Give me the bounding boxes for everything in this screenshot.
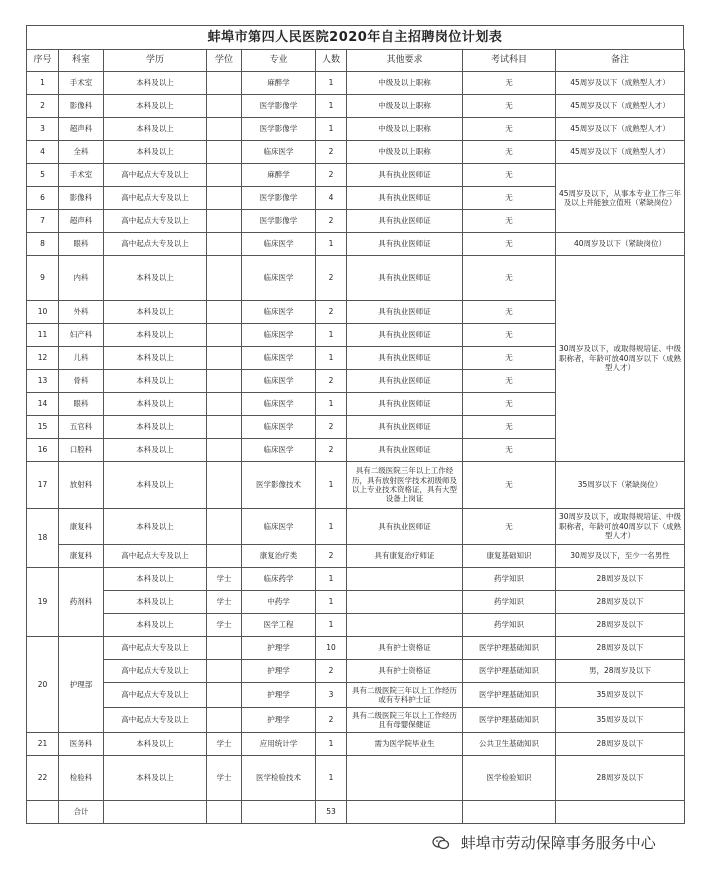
- cell-index: 2: [27, 95, 59, 118]
- cell-degree: [207, 370, 242, 393]
- cell-department: 儿科: [59, 347, 104, 370]
- cell-note: 28周岁及以下: [556, 591, 685, 614]
- cell-index: 7: [27, 210, 59, 233]
- cell-degree: [207, 509, 242, 545]
- cell-major: 护理学: [242, 708, 316, 733]
- header-cell: 学历: [104, 50, 207, 72]
- cell-education: [104, 801, 207, 824]
- cell-note: 45周岁及以下（成熟型人才）: [556, 72, 685, 95]
- cell-education: 本科及以上: [104, 301, 207, 324]
- cell-degree: 学士: [207, 591, 242, 614]
- cell-major: 临床医学: [242, 347, 316, 370]
- cell-major: 医学工程: [242, 614, 316, 637]
- cell-count: 3: [316, 683, 347, 708]
- cell-exam: 无: [463, 164, 556, 187]
- cell-education: 本科及以上: [104, 256, 207, 301]
- cell-count: 2: [316, 301, 347, 324]
- cell-note: 45周岁及以下，从事本专业工作三年及以上并能独立值班（紧缺岗位）: [556, 164, 685, 233]
- cell-major: 麻醉学: [242, 164, 316, 187]
- cell-requirements: 具有执业医师证: [347, 324, 463, 347]
- cell-major: 医学影像学: [242, 95, 316, 118]
- cell-index: 6: [27, 187, 59, 210]
- cell-requirements: [347, 756, 463, 801]
- cell-count: 2: [316, 439, 347, 462]
- cell-exam: 医学检验知识: [463, 756, 556, 801]
- cell-exam: 医学护理基础知识: [463, 708, 556, 733]
- cell-count: 4: [316, 187, 347, 210]
- table-row: [27, 545, 685, 568]
- cell-exam: 无: [463, 95, 556, 118]
- cell-requirements: 具有执业医师证: [347, 233, 463, 256]
- cell-department: 内科: [59, 256, 104, 301]
- cell-department: 五官科: [59, 416, 104, 439]
- recruitment-table: [26, 49, 685, 824]
- cell-exam: 药学知识: [463, 568, 556, 591]
- table-row: [27, 568, 685, 591]
- cell-major: 医学影像学: [242, 118, 316, 141]
- cell-requirements: 具有执业医师证: [347, 509, 463, 545]
- cell-note: [556, 801, 685, 824]
- cell-index: 18: [27, 509, 59, 568]
- cell-major: 护理学: [242, 637, 316, 660]
- cell-education: 本科及以上: [104, 95, 207, 118]
- header-cell: 学位: [207, 50, 242, 72]
- table-row: [27, 233, 685, 256]
- cell-exam: 无: [463, 439, 556, 462]
- cell-department: 手术室: [59, 72, 104, 95]
- cell-exam: 无: [463, 187, 556, 210]
- table-row: [27, 118, 685, 141]
- cell-department: 眼科: [59, 233, 104, 256]
- cell-exam: 无: [463, 416, 556, 439]
- cell-index: 15: [27, 416, 59, 439]
- cell-exam: 公共卫生基础知识: [463, 733, 556, 756]
- cell-education: 高中起点大专及以上: [104, 708, 207, 733]
- cell-count: 1: [316, 614, 347, 637]
- cell-note: 28周岁及以下: [556, 568, 685, 591]
- cell-exam: [463, 801, 556, 824]
- cell-education: 本科及以上: [104, 416, 207, 439]
- cell-requirements: 具有护士资格证: [347, 637, 463, 660]
- cell-count: 2: [316, 210, 347, 233]
- page-title: 蚌埠市第四人民医院2020年自主招聘岗位计划表: [26, 25, 684, 49]
- cell-education: 本科及以上: [104, 72, 207, 95]
- table-row: [27, 683, 685, 708]
- cell-index: 13: [27, 370, 59, 393]
- cell-note: 35周岁以下（紧缺岗位）: [556, 462, 685, 509]
- cell-note: 28周岁及以下: [556, 733, 685, 756]
- cell-education: 高中起点大专及以上: [104, 660, 207, 683]
- table-row: [27, 708, 685, 733]
- cell-department: 康复科: [59, 545, 104, 568]
- cell-department: 检验科: [59, 756, 104, 801]
- cell-degree: [207, 347, 242, 370]
- cell-count: 1: [316, 462, 347, 509]
- table-row: [27, 614, 685, 637]
- cell-index: 3: [27, 118, 59, 141]
- table-row: [27, 591, 685, 614]
- cell-total-count: 53: [316, 801, 347, 824]
- cell-education: 本科及以上: [104, 568, 207, 591]
- cell-requirements: 具有执业医师证: [347, 187, 463, 210]
- cell-education: 本科及以上: [104, 118, 207, 141]
- cell-index: 20: [27, 637, 59, 733]
- cell-exam: 无: [463, 324, 556, 347]
- cell-count: 1: [316, 509, 347, 545]
- cell-department: 眼科: [59, 393, 104, 416]
- cell-count: 2: [316, 416, 347, 439]
- cell-exam: 药学知识: [463, 614, 556, 637]
- cell-department: 医务科: [59, 733, 104, 756]
- cell-education: 高中起点大专及以上: [104, 210, 207, 233]
- cell-note: 45周岁及以下（成熟型人才）: [556, 118, 685, 141]
- cell-education: 高中起点大专及以上: [104, 187, 207, 210]
- cell-major: 临床医学: [242, 233, 316, 256]
- cell-requirements: 具有二级医院三年以上工作经历且有母婴保健证: [347, 708, 463, 733]
- cell-degree: [207, 72, 242, 95]
- cell-major: 临床医学: [242, 416, 316, 439]
- cell-note: 30周岁及以下，至少一名男性: [556, 545, 685, 568]
- cell-requirements: 具有二级医院三年以上工作经历，具有放射医学技术初级师及以上专业技术资格证，具有大型设备上岗证: [347, 462, 463, 509]
- cell-degree: [207, 393, 242, 416]
- cell-degree: 学士: [207, 756, 242, 801]
- cell-degree: [207, 439, 242, 462]
- cell-count: 1: [316, 347, 347, 370]
- cell-requirements: 具有执业医师证: [347, 416, 463, 439]
- cell-exam: 无: [463, 118, 556, 141]
- cell-count: 1: [316, 118, 347, 141]
- cell-requirements: 具有康复治疗师证: [347, 545, 463, 568]
- table-row: [27, 733, 685, 756]
- cell-requirements: 中级及以上职称: [347, 72, 463, 95]
- cell-index: 17: [27, 462, 59, 509]
- table-row: [27, 637, 685, 660]
- total-row: [27, 801, 685, 824]
- table-row: [27, 256, 685, 301]
- recruitment-sheet: [26, 25, 684, 824]
- cell-index: 5: [27, 164, 59, 187]
- cell-major: 护理学: [242, 683, 316, 708]
- cell-degree: [207, 164, 242, 187]
- cell-count: 2: [316, 708, 347, 733]
- cell-requirements: 具有执业医师证: [347, 439, 463, 462]
- cell-major: [242, 801, 316, 824]
- watermark: [432, 832, 656, 853]
- cell-index: 10: [27, 301, 59, 324]
- table-row: [27, 72, 685, 95]
- cell-major: 医学影像学: [242, 210, 316, 233]
- cell-major: 中药学: [242, 591, 316, 614]
- cell-department: 护理部: [59, 637, 104, 733]
- cell-major: 医学影像技术: [242, 462, 316, 509]
- cell-count: 2: [316, 545, 347, 568]
- cell-requirements: 具有二级医院三年以上工作经历或有专科护士证: [347, 683, 463, 708]
- cell-department: 影像科: [59, 187, 104, 210]
- cell-major: 临床医学: [242, 439, 316, 462]
- cell-count: 1: [316, 95, 347, 118]
- cell-major: 临床医学: [242, 370, 316, 393]
- cell-index: 19: [27, 568, 59, 637]
- cell-exam: 无: [463, 462, 556, 509]
- cell-degree: [207, 256, 242, 301]
- cell-department: 药剂科: [59, 568, 104, 637]
- cell-note: 30周岁及以下，或取得规培证、中级职称者，年龄可放40周岁以下（成熟型人才）: [556, 509, 685, 545]
- cell-department: 骨科: [59, 370, 104, 393]
- cell-major: 应用统计学: [242, 733, 316, 756]
- table-row: [27, 509, 685, 545]
- cell-exam: 无: [463, 141, 556, 164]
- cell-education: 本科及以上: [104, 462, 207, 509]
- header-cell: 专业: [242, 50, 316, 72]
- cell-index: 22: [27, 756, 59, 801]
- cell-count: 1: [316, 72, 347, 95]
- cell-index: 1: [27, 72, 59, 95]
- table-row: [27, 95, 685, 118]
- cell-department: 康复科: [59, 509, 104, 545]
- cell-education: 本科及以上: [104, 591, 207, 614]
- cell-exam: 无: [463, 72, 556, 95]
- cell-note: 35周岁及以下: [556, 683, 685, 708]
- cell-major: 临床医学: [242, 324, 316, 347]
- cell-count: 1: [316, 756, 347, 801]
- cell-count: 2: [316, 141, 347, 164]
- cell-degree: [207, 462, 242, 509]
- cell-note: 男，28周岁及以下: [556, 660, 685, 683]
- cell-department: 超声科: [59, 118, 104, 141]
- cell-requirements: 具有执业医师证: [347, 347, 463, 370]
- cell-total-label: 合计: [59, 801, 104, 824]
- header-cell: 科室: [59, 50, 104, 72]
- cell-exam: 无: [463, 509, 556, 545]
- cell-count: 1: [316, 568, 347, 591]
- cell-education: 本科及以上: [104, 733, 207, 756]
- cell-exam: 无: [463, 233, 556, 256]
- cell-exam: 无: [463, 370, 556, 393]
- cell-education: 高中起点大专及以上: [104, 164, 207, 187]
- cell-major: 临床医学: [242, 393, 316, 416]
- cell-count: 1: [316, 393, 347, 416]
- cell-requirements: 中级及以上职称: [347, 95, 463, 118]
- cell-education: 本科及以上: [104, 614, 207, 637]
- cell-index: 21: [27, 733, 59, 756]
- cell-education: 高中起点大专及以上: [104, 233, 207, 256]
- cell-exam: 无: [463, 256, 556, 301]
- cell-education: 本科及以上: [104, 756, 207, 801]
- cell-index: 16: [27, 439, 59, 462]
- header-cell: 备注: [556, 50, 685, 72]
- cell-index: 12: [27, 347, 59, 370]
- cell-department: 口腔科: [59, 439, 104, 462]
- cell-department: 放射科: [59, 462, 104, 509]
- cell-exam: 医学护理基础知识: [463, 660, 556, 683]
- cell-education: 本科及以上: [104, 393, 207, 416]
- header-cell: 考试科目: [463, 50, 556, 72]
- cell-requirements: 具有执业医师证: [347, 210, 463, 233]
- table-row: [27, 164, 685, 187]
- cell-exam: 康复基础知识: [463, 545, 556, 568]
- cell-exam: 无: [463, 347, 556, 370]
- cell-degree: [207, 187, 242, 210]
- cell-department: 手术室: [59, 164, 104, 187]
- cell-note: 45周岁及以下（成熟型人才）: [556, 141, 685, 164]
- cell-index: [27, 801, 59, 824]
- cell-department: 妇产科: [59, 324, 104, 347]
- cell-count: 2: [316, 660, 347, 683]
- cell-note: 45周岁及以下（成熟型人才）: [556, 95, 685, 118]
- cell-major: 护理学: [242, 660, 316, 683]
- cell-exam: 医学护理基础知识: [463, 683, 556, 708]
- cell-degree: [207, 210, 242, 233]
- cell-degree: [207, 233, 242, 256]
- cell-index: 11: [27, 324, 59, 347]
- cell-requirements: 具有执业医师证: [347, 256, 463, 301]
- cell-degree: 学士: [207, 568, 242, 591]
- cell-major: 医学检验技术: [242, 756, 316, 801]
- cell-count: 1: [316, 591, 347, 614]
- cell-department: 外科: [59, 301, 104, 324]
- cell-department: 超声科: [59, 210, 104, 233]
- table-row: [27, 756, 685, 801]
- cell-department: 影像科: [59, 95, 104, 118]
- cell-requirements: 中级及以上职称: [347, 118, 463, 141]
- cell-degree: [207, 118, 242, 141]
- cell-education: 本科及以上: [104, 509, 207, 545]
- cell-major: 康复治疗类: [242, 545, 316, 568]
- cell-requirements: 具有执业医师证: [347, 370, 463, 393]
- cell-degree: [207, 660, 242, 683]
- cell-count: 1: [316, 733, 347, 756]
- cell-degree: [207, 301, 242, 324]
- cell-degree: [207, 801, 242, 824]
- cell-requirements: 具有执业医师证: [347, 301, 463, 324]
- cell-exam: 无: [463, 301, 556, 324]
- header-cell: 序号: [27, 50, 59, 72]
- cell-index: 8: [27, 233, 59, 256]
- cell-note: 40周岁及以下（紧缺岗位）: [556, 233, 685, 256]
- cell-count: 1: [316, 233, 347, 256]
- cell-degree: [207, 416, 242, 439]
- cell-count: 2: [316, 370, 347, 393]
- cell-note: 28周岁及以下: [556, 614, 685, 637]
- wechat-icon: [432, 836, 450, 850]
- cell-note: 35周岁及以下: [556, 708, 685, 733]
- cell-major: 临床医学: [242, 256, 316, 301]
- cell-degree: [207, 708, 242, 733]
- cell-degree: 学士: [207, 614, 242, 637]
- cell-count: 2: [316, 164, 347, 187]
- cell-requirements: [347, 568, 463, 591]
- cell-requirements: 需为医学院毕业生: [347, 733, 463, 756]
- cell-count: 10: [316, 637, 347, 660]
- cell-count: 1: [316, 324, 347, 347]
- watermark-text: 蚌埠市劳动保障事务服务中心: [460, 834, 656, 852]
- table-row: [27, 462, 685, 509]
- cell-exam: 无: [463, 210, 556, 233]
- cell-department: 全科: [59, 141, 104, 164]
- cell-requirements: [347, 801, 463, 824]
- cell-major: 临床医学: [242, 141, 316, 164]
- cell-note: 30周岁及以下，或取得规培证、中级职称者，年龄可放40周岁以下（成熟型人才）: [556, 256, 685, 462]
- header-cell: 人数: [316, 50, 347, 72]
- cell-requirements: [347, 614, 463, 637]
- cell-index: 9: [27, 256, 59, 301]
- header-cell: 其他要求: [347, 50, 463, 72]
- cell-degree: 学士: [207, 733, 242, 756]
- cell-education: 本科及以上: [104, 439, 207, 462]
- cell-major: 临床医学: [242, 301, 316, 324]
- cell-note: 28周岁及以下: [556, 637, 685, 660]
- cell-major: 医学影像学: [242, 187, 316, 210]
- cell-degree: [207, 545, 242, 568]
- cell-requirements: 具有执业医师证: [347, 164, 463, 187]
- cell-index: 4: [27, 141, 59, 164]
- cell-degree: [207, 324, 242, 347]
- cell-major: 临床药学: [242, 568, 316, 591]
- cell-requirements: 具有执业医师证: [347, 393, 463, 416]
- cell-education: 高中起点大专及以上: [104, 637, 207, 660]
- cell-degree: [207, 683, 242, 708]
- cell-degree: [207, 637, 242, 660]
- cell-requirements: 中级及以上职称: [347, 141, 463, 164]
- table-row: [27, 660, 685, 683]
- cell-education: 本科及以上: [104, 347, 207, 370]
- header-row: [27, 50, 685, 72]
- cell-major: 临床医学: [242, 509, 316, 545]
- cell-exam: 药学知识: [463, 591, 556, 614]
- cell-exam: 无: [463, 393, 556, 416]
- cell-exam: 医学护理基础知识: [463, 637, 556, 660]
- cell-count: 2: [316, 256, 347, 301]
- cell-education: 高中起点大专及以上: [104, 545, 207, 568]
- table-row: [27, 141, 685, 164]
- cell-education: 高中起点大专及以上: [104, 683, 207, 708]
- cell-education: 本科及以上: [104, 370, 207, 393]
- cell-degree: [207, 95, 242, 118]
- cell-major: 麻醉学: [242, 72, 316, 95]
- cell-education: 本科及以上: [104, 324, 207, 347]
- cell-education: 本科及以上: [104, 141, 207, 164]
- cell-requirements: 具有护士资格证: [347, 660, 463, 683]
- cell-requirements: [347, 591, 463, 614]
- cell-degree: [207, 141, 242, 164]
- cell-index: 14: [27, 393, 59, 416]
- cell-note: 28周岁及以下: [556, 756, 685, 801]
